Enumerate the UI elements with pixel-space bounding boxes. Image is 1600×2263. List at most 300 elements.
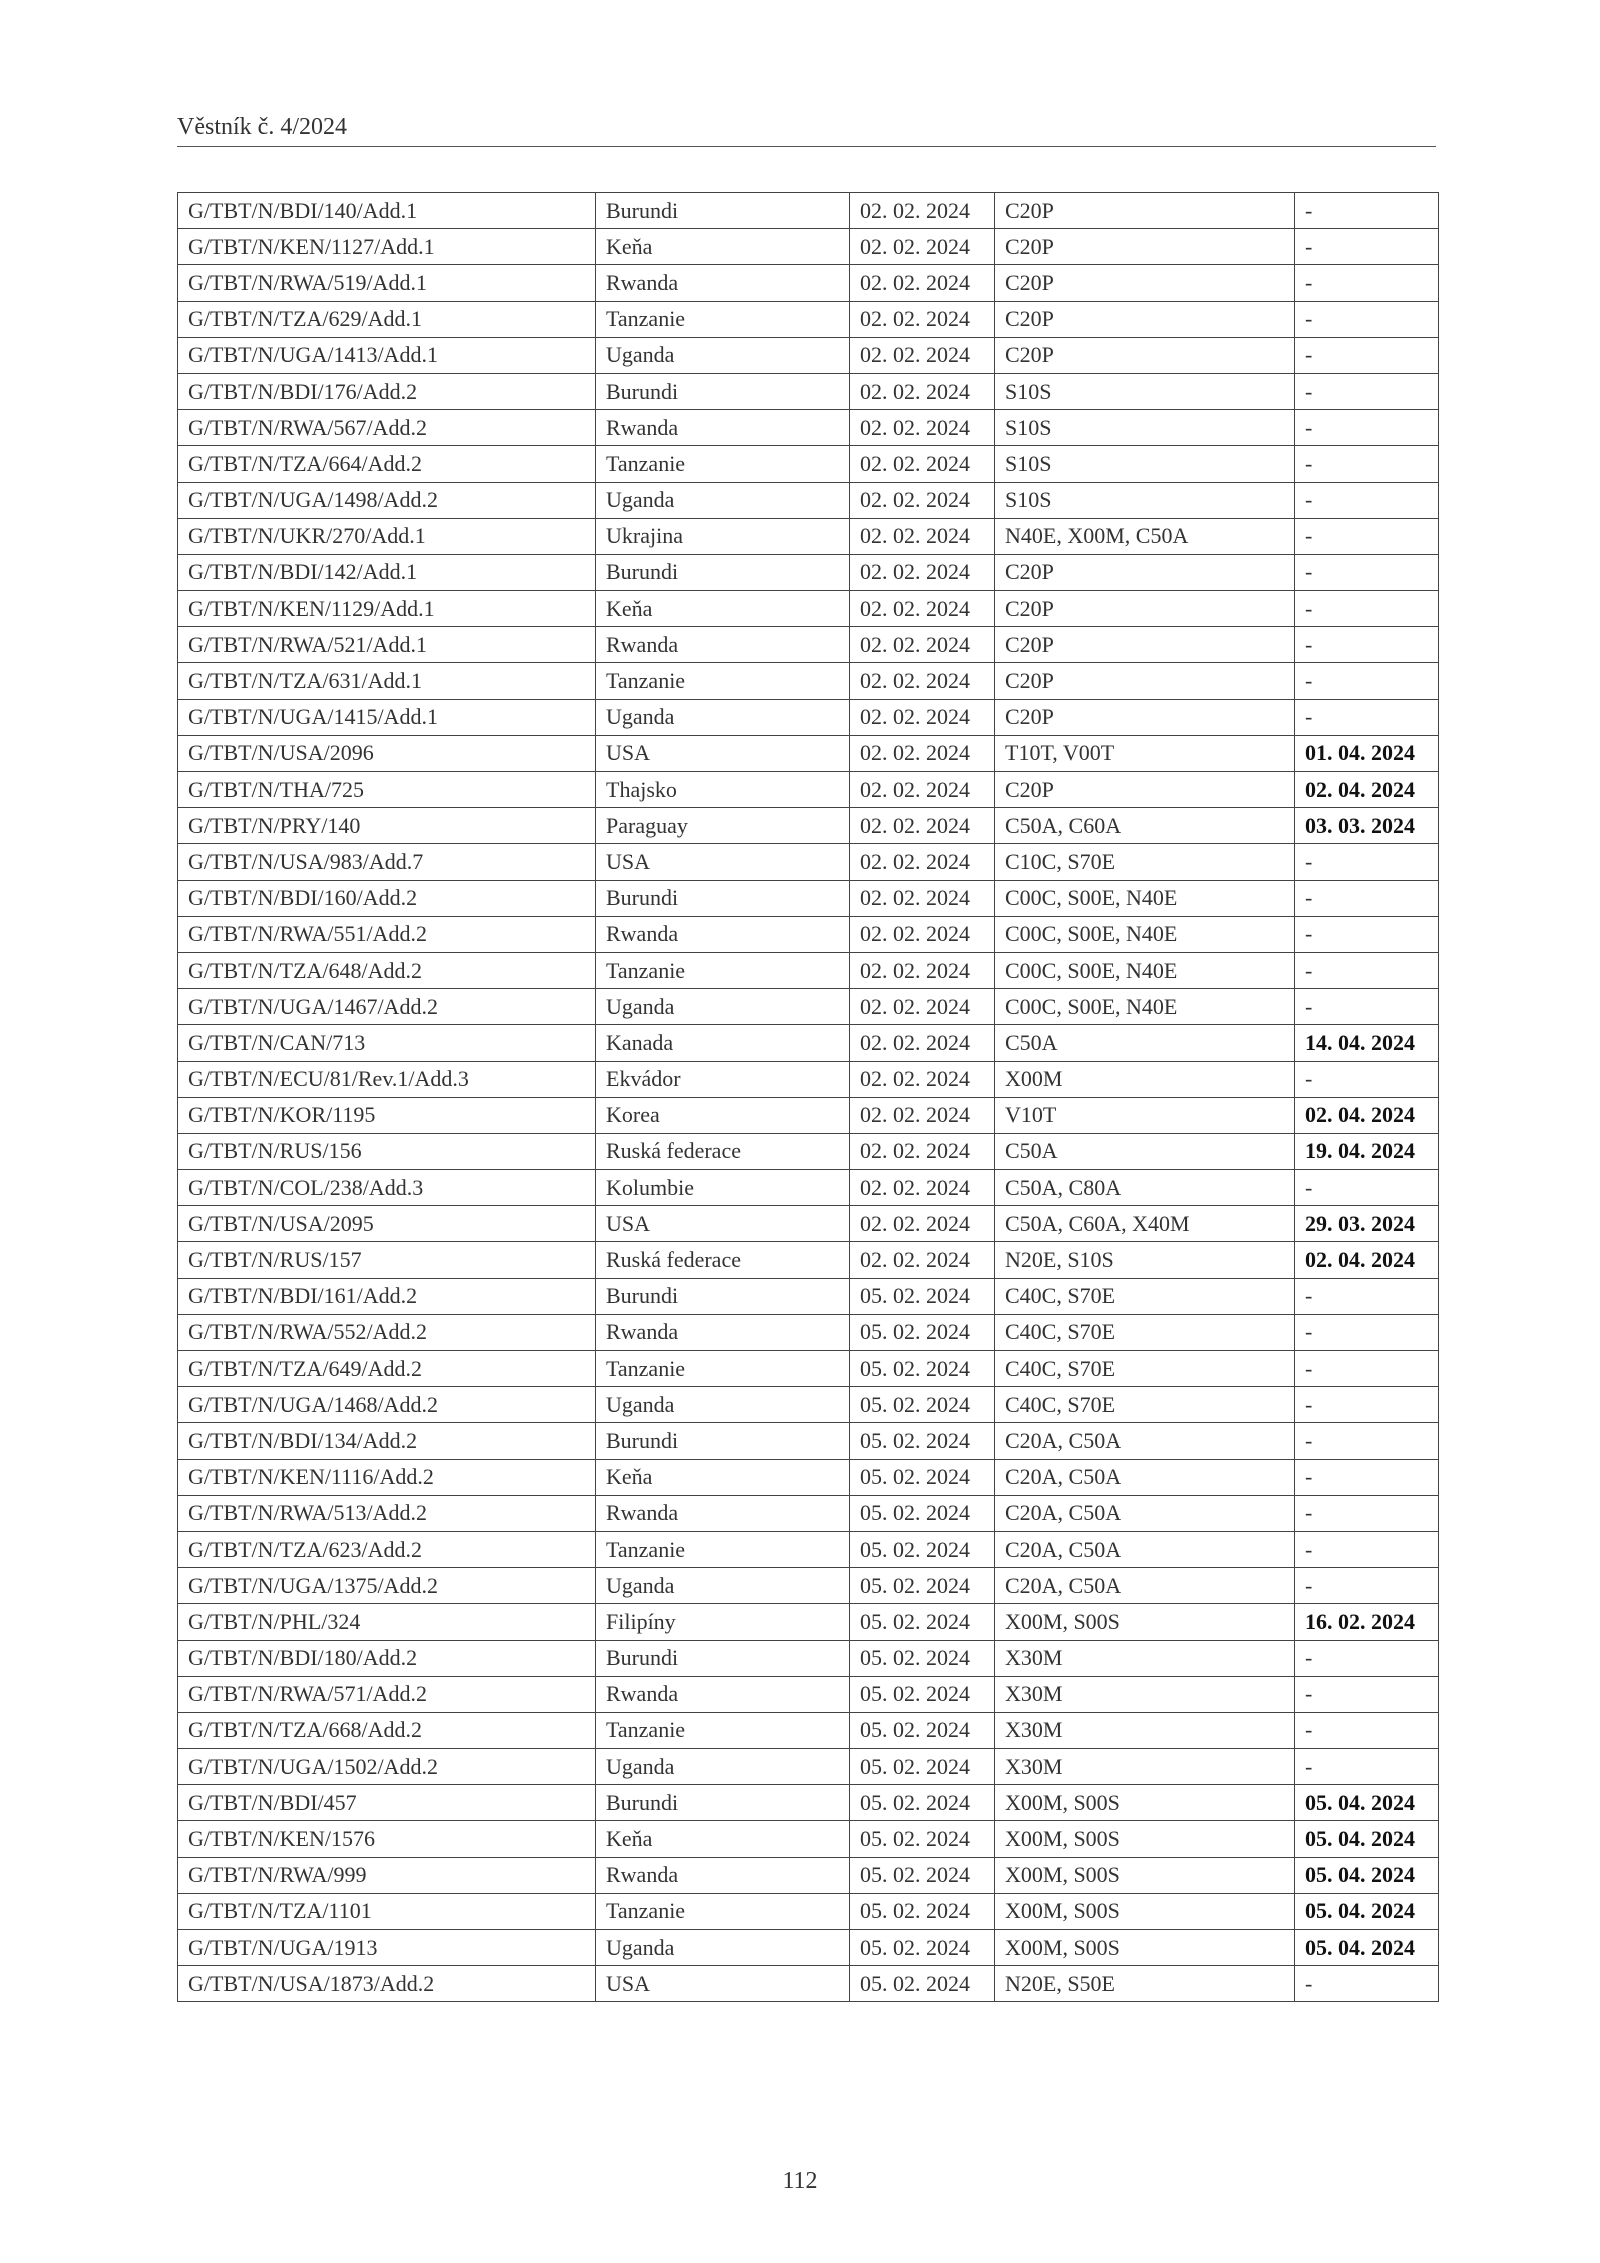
table-row	[178, 1170, 1439, 1206]
notification-symbol-cell: G/TBT/N/TZA/629/Add.1	[178, 301, 596, 337]
comment-deadline-cell: -	[1295, 1749, 1439, 1785]
comment-deadline-cell: 02. 04. 2024	[1295, 1242, 1439, 1278]
date-cell: 05. 02. 2024	[850, 1893, 995, 1929]
table-row	[178, 1495, 1439, 1531]
notification-symbol-cell: G/TBT/N/PHL/324	[178, 1604, 596, 1640]
notification-symbol-cell: G/TBT/N/TZA/623/Add.2	[178, 1531, 596, 1567]
date-cell: 05. 02. 2024	[850, 1604, 995, 1640]
comment-deadline-cell: -	[1295, 1712, 1439, 1748]
table-row	[178, 301, 1439, 337]
table-row	[178, 482, 1439, 518]
country-cell: Burundi	[596, 193, 850, 229]
notification-symbol-cell: G/TBT/N/RUS/157	[178, 1242, 596, 1278]
ics-codes-cell: T10T, V00T	[995, 735, 1295, 771]
ics-codes-cell: C50A, C60A, X40M	[995, 1206, 1295, 1242]
country-cell: Rwanda	[596, 410, 850, 446]
date-cell: 02. 02. 2024	[850, 554, 995, 590]
country-cell: Tanzanie	[596, 446, 850, 482]
date-cell: 02. 02. 2024	[850, 808, 995, 844]
notification-symbol-cell: G/TBT/N/UKR/270/Add.1	[178, 518, 596, 554]
country-cell: USA	[596, 1206, 850, 1242]
ics-codes-cell: X30M	[995, 1676, 1295, 1712]
date-cell: 02. 02. 2024	[850, 518, 995, 554]
date-cell: 02. 02. 2024	[850, 735, 995, 771]
country-cell: Uganda	[596, 1930, 850, 1966]
country-cell: Burundi	[596, 554, 850, 590]
notification-symbol-cell: G/TBT/N/UGA/1468/Add.2	[178, 1387, 596, 1423]
table-row	[178, 591, 1439, 627]
notification-symbol-cell: G/TBT/N/UGA/1415/Add.1	[178, 699, 596, 735]
ics-codes-cell: X00M, S00S	[995, 1930, 1295, 1966]
ics-codes-cell: C40C, S70E	[995, 1278, 1295, 1314]
date-cell: 02. 02. 2024	[850, 663, 995, 699]
table-row	[178, 446, 1439, 482]
ics-codes-cell: X00M, S00S	[995, 1821, 1295, 1857]
table-row	[178, 844, 1439, 880]
country-cell: Rwanda	[596, 265, 850, 301]
date-cell: 05. 02. 2024	[850, 1785, 995, 1821]
country-cell: Keňa	[596, 1821, 850, 1857]
table-row	[178, 1857, 1439, 1893]
notification-symbol-cell: G/TBT/N/RWA/552/Add.2	[178, 1314, 596, 1350]
country-cell: Keňa	[596, 1459, 850, 1495]
date-cell: 02. 02. 2024	[850, 699, 995, 735]
date-cell: 02. 02. 2024	[850, 772, 995, 808]
table-row	[178, 1206, 1439, 1242]
ics-codes-cell: X00M	[995, 1061, 1295, 1097]
ics-codes-cell: C20A, C50A	[995, 1531, 1295, 1567]
ics-codes-cell: C50A	[995, 1025, 1295, 1061]
comment-deadline-cell: -	[1295, 337, 1439, 373]
notification-symbol-cell: G/TBT/N/TZA/1101	[178, 1893, 596, 1929]
ics-codes-cell: S10S	[995, 410, 1295, 446]
comment-deadline-cell: 29. 03. 2024	[1295, 1206, 1439, 1242]
ics-codes-cell: C00C, S00E, N40E	[995, 880, 1295, 916]
comment-deadline-cell: 02. 04. 2024	[1295, 772, 1439, 808]
comment-deadline-cell: -	[1295, 301, 1439, 337]
comment-deadline-cell: -	[1295, 591, 1439, 627]
country-cell: USA	[596, 735, 850, 771]
date-cell: 02. 02. 2024	[850, 410, 995, 446]
date-cell: 02. 02. 2024	[850, 591, 995, 627]
table-row	[178, 1314, 1439, 1350]
notification-symbol-cell: G/TBT/N/BDI/176/Add.2	[178, 373, 596, 409]
table-row	[178, 410, 1439, 446]
ics-codes-cell: C20A, C50A	[995, 1568, 1295, 1604]
comment-deadline-cell: -	[1295, 1495, 1439, 1531]
date-cell: 02. 02. 2024	[850, 482, 995, 518]
country-cell: Filipíny	[596, 1604, 850, 1640]
ics-codes-cell: S10S	[995, 373, 1295, 409]
comment-deadline-cell: -	[1295, 1640, 1439, 1676]
ics-codes-cell: C50A	[995, 1133, 1295, 1169]
ics-codes-cell: X00M, S00S	[995, 1604, 1295, 1640]
country-cell: Paraguay	[596, 808, 850, 844]
country-cell: Uganda	[596, 482, 850, 518]
notification-symbol-cell: G/TBT/N/USA/2096	[178, 735, 596, 771]
ics-codes-cell: C20P	[995, 337, 1295, 373]
country-cell: Tanzanie	[596, 301, 850, 337]
bulletin-title: Věstník č. 4/2024	[177, 114, 347, 140]
notification-symbol-cell: G/TBT/N/USA/2095	[178, 1206, 596, 1242]
comment-deadline-cell: -	[1295, 265, 1439, 301]
country-cell: Rwanda	[596, 1495, 850, 1531]
notification-symbol-cell: G/TBT/N/KEN/1576	[178, 1821, 596, 1857]
date-cell: 05. 02. 2024	[850, 1930, 995, 1966]
notification-symbol-cell: G/TBT/N/RWA/521/Add.1	[178, 627, 596, 663]
notification-symbol-cell: G/TBT/N/KOR/1195	[178, 1097, 596, 1133]
date-cell: 05. 02. 2024	[850, 1712, 995, 1748]
comment-deadline-cell: 14. 04. 2024	[1295, 1025, 1439, 1061]
comment-deadline-cell: -	[1295, 518, 1439, 554]
table-row	[178, 1568, 1439, 1604]
ics-codes-cell: C20P	[995, 265, 1295, 301]
notification-symbol-cell: G/TBT/N/KEN/1127/Add.1	[178, 229, 596, 265]
comment-deadline-cell: -	[1295, 1966, 1439, 2002]
notification-symbol-cell: G/TBT/N/TZA/631/Add.1	[178, 663, 596, 699]
ics-codes-cell: S10S	[995, 446, 1295, 482]
date-cell: 02. 02. 2024	[850, 916, 995, 952]
country-cell: USA	[596, 844, 850, 880]
table-row	[178, 1459, 1439, 1495]
date-cell: 02. 02. 2024	[850, 880, 995, 916]
country-cell: Tanzanie	[596, 1712, 850, 1748]
ics-codes-cell: C40C, S70E	[995, 1351, 1295, 1387]
country-cell: Uganda	[596, 1568, 850, 1604]
notification-symbol-cell: G/TBT/N/CAN/713	[178, 1025, 596, 1061]
country-cell: Ruská federace	[596, 1133, 850, 1169]
country-cell: Uganda	[596, 337, 850, 373]
date-cell: 02. 02. 2024	[850, 193, 995, 229]
date-cell: 05. 02. 2024	[850, 1966, 995, 2002]
notification-symbol-cell: G/TBT/N/COL/238/Add.3	[178, 1170, 596, 1206]
date-cell: 02. 02. 2024	[850, 1242, 995, 1278]
date-cell: 05. 02. 2024	[850, 1821, 995, 1857]
table-row	[178, 554, 1439, 590]
notification-symbol-cell: G/TBT/N/UGA/1913	[178, 1930, 596, 1966]
table-row	[178, 1351, 1439, 1387]
notification-symbol-cell: G/TBT/N/RWA/513/Add.2	[178, 1495, 596, 1531]
table-row	[178, 1097, 1439, 1133]
country-cell: USA	[596, 1966, 850, 2002]
notification-symbol-cell: G/TBT/N/UGA/1375/Add.2	[178, 1568, 596, 1604]
table-row	[178, 1278, 1439, 1314]
country-cell: Tanzanie	[596, 1893, 850, 1929]
comment-deadline-cell: -	[1295, 916, 1439, 952]
page-number: 112	[782, 2168, 818, 2194]
ics-codes-cell: X30M	[995, 1749, 1295, 1785]
notification-symbol-cell: G/TBT/N/KEN/1129/Add.1	[178, 591, 596, 627]
date-cell: 02. 02. 2024	[850, 1206, 995, 1242]
table-row	[178, 916, 1439, 952]
table-row	[178, 1604, 1439, 1640]
notification-symbol-cell: G/TBT/N/RUS/156	[178, 1133, 596, 1169]
comment-deadline-cell: -	[1295, 1170, 1439, 1206]
country-cell: Rwanda	[596, 916, 850, 952]
table-row	[178, 952, 1439, 988]
notification-symbol-cell: G/TBT/N/RWA/999	[178, 1857, 596, 1893]
country-cell: Tanzanie	[596, 1351, 850, 1387]
notification-symbol-cell: G/TBT/N/BDI/140/Add.1	[178, 193, 596, 229]
notification-symbol-cell: G/TBT/N/RWA/567/Add.2	[178, 410, 596, 446]
ics-codes-cell: C20P	[995, 301, 1295, 337]
table-row	[178, 1531, 1439, 1567]
comment-deadline-cell: 05. 04. 2024	[1295, 1821, 1439, 1857]
country-cell: Burundi	[596, 1278, 850, 1314]
date-cell: 05. 02. 2024	[850, 1314, 995, 1350]
ics-codes-cell: C20P	[995, 229, 1295, 265]
notification-symbol-cell: G/TBT/N/USA/983/Add.7	[178, 844, 596, 880]
date-cell: 02. 02. 2024	[850, 1061, 995, 1097]
comment-deadline-cell: 01. 04. 2024	[1295, 735, 1439, 771]
country-cell: Rwanda	[596, 627, 850, 663]
ics-codes-cell: N20E, S10S	[995, 1242, 1295, 1278]
table-row	[178, 1061, 1439, 1097]
table-row	[178, 1785, 1439, 1821]
country-cell: Uganda	[596, 989, 850, 1025]
ics-codes-cell: N20E, S50E	[995, 1966, 1295, 2002]
comment-deadline-cell: 16. 02. 2024	[1295, 1604, 1439, 1640]
comment-deadline-cell: -	[1295, 1061, 1439, 1097]
notification-symbol-cell: G/TBT/N/BDI/161/Add.2	[178, 1278, 596, 1314]
country-cell: Ekvádor	[596, 1061, 850, 1097]
date-cell: 02. 02. 2024	[850, 1170, 995, 1206]
ics-codes-cell: C20P	[995, 663, 1295, 699]
country-cell: Burundi	[596, 1423, 850, 1459]
table-row	[178, 1749, 1439, 1785]
date-cell: 05. 02. 2024	[850, 1387, 995, 1423]
country-cell: Keňa	[596, 591, 850, 627]
date-cell: 05. 02. 2024	[850, 1351, 995, 1387]
notification-symbol-cell: G/TBT/N/KEN/1116/Add.2	[178, 1459, 596, 1495]
table-row	[178, 989, 1439, 1025]
comment-deadline-cell: -	[1295, 1351, 1439, 1387]
comment-deadline-cell: 05. 04. 2024	[1295, 1930, 1439, 1966]
notification-symbol-cell: G/TBT/N/TZA/668/Add.2	[178, 1712, 596, 1748]
country-cell: Rwanda	[596, 1676, 850, 1712]
ics-codes-cell: C20P	[995, 554, 1295, 590]
ics-codes-cell: C00C, S00E, N40E	[995, 989, 1295, 1025]
comment-deadline-cell: -	[1295, 844, 1439, 880]
date-cell: 05. 02. 2024	[850, 1568, 995, 1604]
comment-deadline-cell: -	[1295, 373, 1439, 409]
ics-codes-cell: C20A, C50A	[995, 1495, 1295, 1531]
date-cell: 02. 02. 2024	[850, 844, 995, 880]
ics-codes-cell: X00M, S00S	[995, 1785, 1295, 1821]
table-row	[178, 1966, 1439, 2002]
ics-codes-cell: C00C, S00E, N40E	[995, 916, 1295, 952]
ics-codes-cell: N40E, X00M, C50A	[995, 518, 1295, 554]
date-cell: 02. 02. 2024	[850, 265, 995, 301]
ics-codes-cell: C10C, S70E	[995, 844, 1295, 880]
country-cell: Rwanda	[596, 1314, 850, 1350]
comment-deadline-cell: -	[1295, 1423, 1439, 1459]
table-row	[178, 1423, 1439, 1459]
ics-codes-cell: C40C, S70E	[995, 1387, 1295, 1423]
date-cell: 05. 02. 2024	[850, 1749, 995, 1785]
date-cell: 02. 02. 2024	[850, 229, 995, 265]
comment-deadline-cell: -	[1295, 663, 1439, 699]
notification-symbol-cell: G/TBT/N/UGA/1502/Add.2	[178, 1749, 596, 1785]
date-cell: 05. 02. 2024	[850, 1857, 995, 1893]
table-row	[178, 735, 1439, 771]
comment-deadline-cell: -	[1295, 880, 1439, 916]
notification-symbol-cell: G/TBT/N/TZA/648/Add.2	[178, 952, 596, 988]
notification-symbol-cell: G/TBT/N/PRY/140	[178, 808, 596, 844]
table-row	[178, 1930, 1439, 1966]
table-row	[178, 1712, 1439, 1748]
table-row	[178, 699, 1439, 735]
table-row	[178, 880, 1439, 916]
date-cell: 02. 02. 2024	[850, 627, 995, 663]
notification-symbol-cell: G/TBT/N/BDI/134/Add.2	[178, 1423, 596, 1459]
comment-deadline-cell: 03. 03. 2024	[1295, 808, 1439, 844]
table-body	[178, 193, 1439, 2002]
ics-codes-cell: C50A, C60A	[995, 808, 1295, 844]
notification-symbol-cell: G/TBT/N/BDI/160/Add.2	[178, 880, 596, 916]
comment-deadline-cell: -	[1295, 1531, 1439, 1567]
table-row	[178, 1242, 1439, 1278]
comment-deadline-cell: -	[1295, 410, 1439, 446]
table-row	[178, 373, 1439, 409]
date-cell: 02. 02. 2024	[850, 952, 995, 988]
table-row	[178, 1821, 1439, 1857]
ics-codes-cell: C20P	[995, 772, 1295, 808]
table-row	[178, 1676, 1439, 1712]
comment-deadline-cell: -	[1295, 627, 1439, 663]
table-row	[178, 772, 1439, 808]
date-cell: 05. 02. 2024	[850, 1459, 995, 1495]
country-cell: Keňa	[596, 229, 850, 265]
ics-codes-cell: C20P	[995, 627, 1295, 663]
country-cell: Burundi	[596, 1640, 850, 1676]
comment-deadline-cell: 05. 04. 2024	[1295, 1785, 1439, 1821]
notification-symbol-cell: G/TBT/N/UGA/1413/Add.1	[178, 337, 596, 373]
date-cell: 02. 02. 2024	[850, 301, 995, 337]
ics-codes-cell: C20A, C50A	[995, 1459, 1295, 1495]
ics-codes-cell: X00M, S00S	[995, 1893, 1295, 1929]
country-cell: Burundi	[596, 1785, 850, 1821]
page-header	[177, 112, 1436, 147]
comment-deadline-cell: -	[1295, 446, 1439, 482]
notification-symbol-cell: G/TBT/N/TZA/649/Add.2	[178, 1351, 596, 1387]
table-row	[178, 229, 1439, 265]
country-cell: Rwanda	[596, 1857, 850, 1893]
notification-symbol-cell: G/TBT/N/UGA/1498/Add.2	[178, 482, 596, 518]
comment-deadline-cell: -	[1295, 1676, 1439, 1712]
table-row	[178, 265, 1439, 301]
date-cell: 05. 02. 2024	[850, 1676, 995, 1712]
notification-symbol-cell: G/TBT/N/RWA/571/Add.2	[178, 1676, 596, 1712]
comment-deadline-cell: -	[1295, 1314, 1439, 1350]
table-row	[178, 518, 1439, 554]
ics-codes-cell: C00C, S00E, N40E	[995, 952, 1295, 988]
table-row	[178, 193, 1439, 229]
country-cell: Tanzanie	[596, 663, 850, 699]
comment-deadline-cell: -	[1295, 554, 1439, 590]
table-row	[178, 1025, 1439, 1061]
notification-symbol-cell: G/TBT/N/BDI/142/Add.1	[178, 554, 596, 590]
comment-deadline-cell: -	[1295, 952, 1439, 988]
date-cell: 05. 02. 2024	[850, 1495, 995, 1531]
comment-deadline-cell: -	[1295, 229, 1439, 265]
table-row	[178, 1133, 1439, 1169]
country-cell: Uganda	[596, 699, 850, 735]
ics-codes-cell: V10T	[995, 1097, 1295, 1133]
comment-deadline-cell: -	[1295, 482, 1439, 518]
notification-symbol-cell: G/TBT/N/ECU/81/Rev.1/Add.3	[178, 1061, 596, 1097]
country-cell: Tanzanie	[596, 1531, 850, 1567]
comment-deadline-cell: -	[1295, 699, 1439, 735]
table-row	[178, 808, 1439, 844]
table-row	[178, 1893, 1439, 1929]
country-cell: Korea	[596, 1097, 850, 1133]
date-cell: 02. 02. 2024	[850, 1025, 995, 1061]
country-cell: Kanada	[596, 1025, 850, 1061]
ics-codes-cell: X30M	[995, 1712, 1295, 1748]
date-cell: 02. 02. 2024	[850, 1133, 995, 1169]
ics-codes-cell: C20P	[995, 591, 1295, 627]
ics-codes-cell: X30M	[995, 1640, 1295, 1676]
date-cell: 02. 02. 2024	[850, 989, 995, 1025]
comment-deadline-cell: -	[1295, 1568, 1439, 1604]
country-cell: Ukrajina	[596, 518, 850, 554]
comment-deadline-cell: -	[1295, 1278, 1439, 1314]
country-cell: Uganda	[596, 1387, 850, 1423]
ics-codes-cell: X00M, S00S	[995, 1857, 1295, 1893]
date-cell: 02. 02. 2024	[850, 337, 995, 373]
notification-symbol-cell: G/TBT/N/RWA/551/Add.2	[178, 916, 596, 952]
date-cell: 05. 02. 2024	[850, 1531, 995, 1567]
notifications-table	[177, 192, 1439, 2002]
ics-codes-cell: C20P	[995, 193, 1295, 229]
notification-symbol-cell: G/TBT/N/UGA/1467/Add.2	[178, 989, 596, 1025]
country-cell: Burundi	[596, 880, 850, 916]
table-row	[178, 663, 1439, 699]
date-cell: 05. 02. 2024	[850, 1423, 995, 1459]
table-row	[178, 1640, 1439, 1676]
table-row	[178, 627, 1439, 663]
country-cell: Kolumbie	[596, 1170, 850, 1206]
comment-deadline-cell: 02. 04. 2024	[1295, 1097, 1439, 1133]
notification-symbol-cell: G/TBT/N/THA/725	[178, 772, 596, 808]
ics-codes-cell: C50A, C80A	[995, 1170, 1295, 1206]
notification-symbol-cell: G/TBT/N/BDI/180/Add.2	[178, 1640, 596, 1676]
comment-deadline-cell: -	[1295, 989, 1439, 1025]
notification-symbol-cell: G/TBT/N/BDI/457	[178, 1785, 596, 1821]
comment-deadline-cell: -	[1295, 1459, 1439, 1495]
country-cell: Ruská federace	[596, 1242, 850, 1278]
ics-codes-cell: C20A, C50A	[995, 1423, 1295, 1459]
date-cell: 02. 02. 2024	[850, 1097, 995, 1133]
date-cell: 05. 02. 2024	[850, 1640, 995, 1676]
ics-codes-cell: C40C, S70E	[995, 1314, 1295, 1350]
country-cell: Tanzanie	[596, 952, 850, 988]
notification-symbol-cell: G/TBT/N/USA/1873/Add.2	[178, 1966, 596, 2002]
country-cell: Thajsko	[596, 772, 850, 808]
table-row	[178, 337, 1439, 373]
country-cell: Burundi	[596, 373, 850, 409]
ics-codes-cell: C20P	[995, 699, 1295, 735]
date-cell: 02. 02. 2024	[850, 446, 995, 482]
comment-deadline-cell: 05. 04. 2024	[1295, 1893, 1439, 1929]
comment-deadline-cell: 05. 04. 2024	[1295, 1857, 1439, 1893]
notification-symbol-cell: G/TBT/N/TZA/664/Add.2	[178, 446, 596, 482]
notification-symbol-cell: G/TBT/N/RWA/519/Add.1	[178, 265, 596, 301]
country-cell: Uganda	[596, 1749, 850, 1785]
comment-deadline-cell: -	[1295, 1387, 1439, 1423]
date-cell: 02. 02. 2024	[850, 373, 995, 409]
